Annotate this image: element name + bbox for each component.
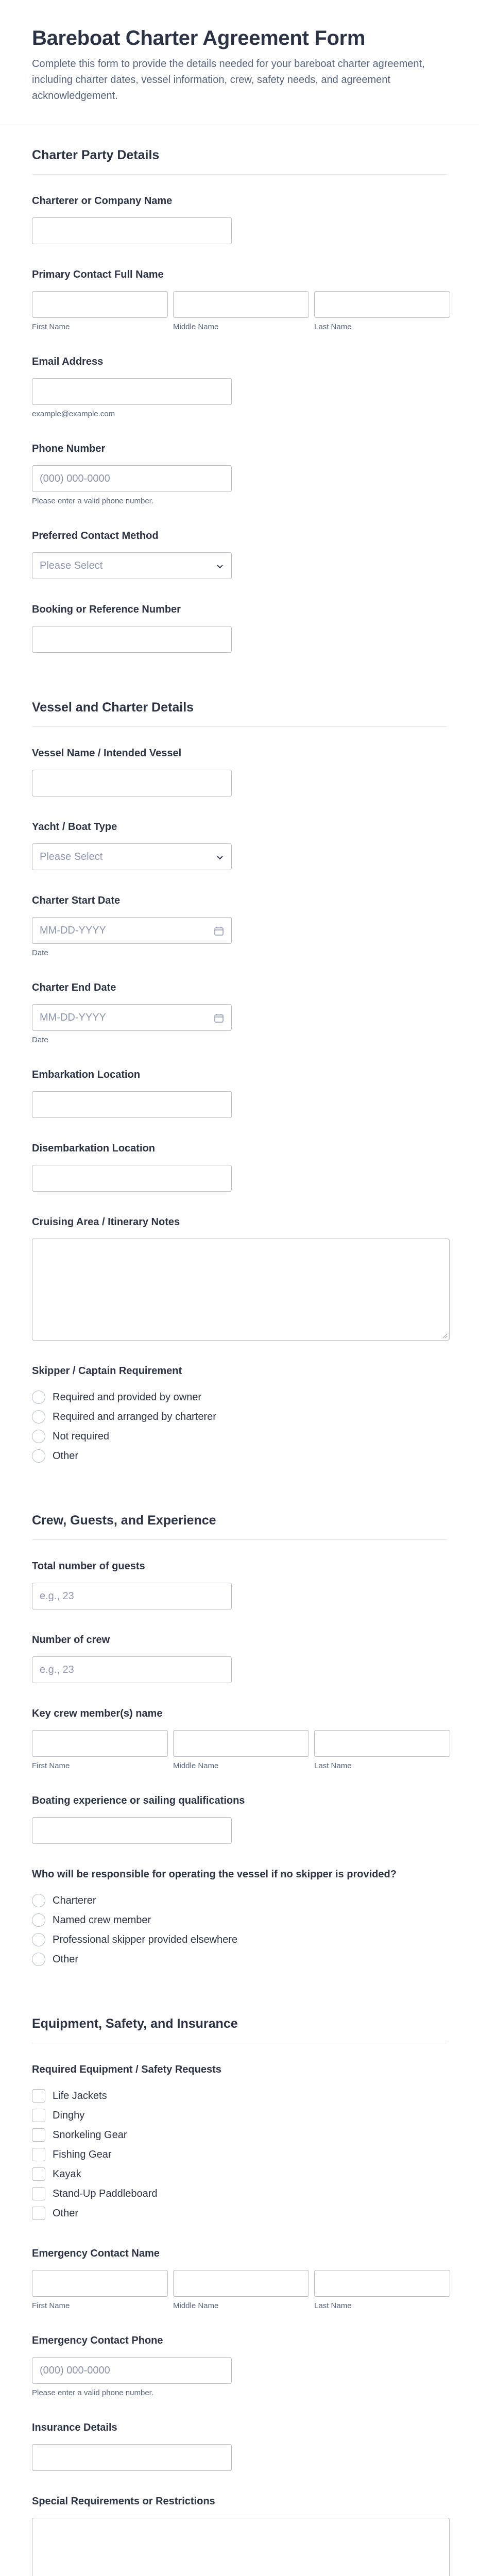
contact-name-label: Primary Contact Full Name: [32, 269, 164, 280]
embark-input[interactable]: [32, 1091, 232, 1118]
booking-input[interactable]: [32, 626, 232, 653]
crew-count-input[interactable]: [32, 1656, 232, 1683]
option-label: Not required: [53, 1430, 110, 1442]
emergency-phone-field: [32, 2335, 447, 2397]
checkbox[interactable]: [32, 2128, 45, 2142]
option-label: Other: [53, 2207, 79, 2219]
equipment-option[interactable]: [32, 2145, 447, 2164]
last-name-sublabel: Last Name: [314, 2301, 352, 2310]
crew-count-field: [32, 1634, 447, 1683]
phone-label: Phone Number: [32, 443, 106, 454]
option-label: Other: [53, 1450, 79, 1462]
operator-label: Who will be responsible for operating the vessel if no skipper is provided?: [32, 1869, 397, 1880]
boat-type-field: [32, 821, 447, 870]
phone-input[interactable]: [32, 465, 232, 492]
option-label: Kayak: [53, 2168, 81, 2180]
option-label: Charterer: [53, 1894, 96, 1906]
contact-name-field: [32, 269, 447, 331]
section-charter-party: [25, 125, 454, 653]
checkbox[interactable]: [32, 2089, 45, 2103]
chevron-down-icon: [216, 562, 224, 570]
vessel-name-label: Vessel Name / Intended Vessel: [32, 748, 182, 759]
email-sublabel: example@example.com: [32, 410, 115, 418]
start-date-field: [32, 895, 447, 957]
operator-option[interactable]: [32, 1910, 447, 1930]
skipper-label: Skipper / Captain Requirement: [32, 1365, 182, 1377]
emergency-phone-placeholder: (000) 000-0000: [40, 2364, 110, 2376]
vessel-name-input[interactable]: [32, 770, 232, 796]
checkbox[interactable]: [32, 2167, 45, 2181]
equipment-option[interactable]: [32, 2106, 447, 2125]
boat-type-select[interactable]: [32, 843, 232, 870]
skipper-option[interactable]: [32, 1387, 447, 1407]
section-title: Vessel and Charter Details: [32, 677, 447, 727]
booking-label: Booking or Reference Number: [32, 604, 181, 615]
section-title: Equipment, Safety, and Insurance: [32, 1994, 447, 2043]
calendar-icon[interactable]: [214, 926, 224, 936]
key-crew-label: Key crew member(s) name: [32, 1708, 163, 1719]
start-date-placeholder: MM-DD-YYYY: [40, 924, 106, 936]
section-equipment: [25, 1994, 454, 2576]
special-textarea[interactable]: [32, 2518, 450, 2576]
boat-type-label: Yacht / Boat Type: [32, 821, 117, 833]
end-date-label: Charter End Date: [32, 982, 116, 993]
email-input[interactable]: [32, 378, 232, 405]
option-label: Dinghy: [53, 2109, 85, 2121]
checkbox[interactable]: [32, 2187, 45, 2200]
emergency-first-name-input[interactable]: [32, 2270, 168, 2297]
disembark-field: [32, 1143, 447, 1192]
middle-name-sublabel: Middle Name: [173, 2301, 219, 2310]
skipper-option[interactable]: [32, 1427, 447, 1446]
contact-first-name-input[interactable]: [32, 291, 168, 318]
contact-last-name-input[interactable]: [314, 291, 450, 318]
contact-method-select[interactable]: [32, 552, 232, 579]
skipper-option[interactable]: [32, 1407, 447, 1427]
boat-type-value: Please Select: [40, 851, 103, 862]
guests-field: [32, 1561, 447, 1609]
vessel-name-field: [32, 748, 447, 796]
radio-button[interactable]: [32, 1933, 45, 1946]
embark-field: [32, 1069, 447, 1118]
calendar-icon[interactable]: [214, 1013, 224, 1023]
last-name-sublabel: Last Name: [314, 1761, 352, 1770]
option-label: Snorkeling Gear: [53, 2129, 127, 2141]
emergency-phone-sublabel: Please enter a valid phone number.: [32, 2388, 153, 2397]
charterer-label: Charterer or Company Name: [32, 195, 173, 207]
phone-placeholder: (000) 000-0000: [40, 472, 110, 484]
emergency-name-field: [32, 2248, 447, 2310]
disembark-input[interactable]: [32, 1165, 232, 1192]
embark-label: Embarkation Location: [32, 1069, 141, 1080]
itinerary-textarea[interactable]: [32, 1239, 450, 1341]
middle-name-sublabel: Middle Name: [173, 1761, 219, 1770]
itinerary-label: Cruising Area / Itinerary Notes: [32, 1216, 180, 1228]
equipment-option[interactable]: [32, 2125, 447, 2145]
contact-middle-name-input[interactable]: [173, 291, 309, 318]
form-header: [0, 0, 479, 125]
start-date-sublabel: Date: [32, 948, 48, 957]
middle-name-sublabel: Middle Name: [173, 323, 219, 331]
operator-option[interactable]: [32, 1891, 447, 1910]
key-crew-last-name-input[interactable]: [314, 1730, 450, 1757]
contact-method-value: Please Select: [40, 560, 103, 571]
option-label: Stand-Up Paddleboard: [53, 2188, 158, 2199]
first-name-sublabel: First Name: [32, 323, 70, 331]
first-name-sublabel: First Name: [32, 1761, 70, 1770]
option-label: Required and arranged by charterer: [53, 1411, 216, 1422]
checkbox[interactable]: [32, 2207, 45, 2220]
skipper-option[interactable]: [32, 1446, 447, 1466]
radio-button[interactable]: [32, 1391, 45, 1404]
contact-method-label: Preferred Contact Method: [32, 530, 159, 541]
email-label: Email Address: [32, 356, 104, 367]
start-date-label: Charter Start Date: [32, 895, 121, 906]
equipment-option[interactable]: [32, 2086, 447, 2106]
guests-input[interactable]: [32, 1583, 232, 1609]
option-label: Required and provided by owner: [53, 1391, 202, 1403]
end-date-placeholder: MM-DD-YYYY: [40, 1011, 106, 1023]
phone-field: [32, 443, 447, 505]
operator-option[interactable]: [32, 1950, 447, 1969]
equipment-option[interactable]: [32, 2184, 447, 2204]
first-name-sublabel: First Name: [32, 2301, 70, 2310]
form-title: Bareboat Charter Agreement Form: [32, 27, 366, 49]
experience-input[interactable]: [32, 1817, 232, 1844]
radio-button[interactable]: [32, 1953, 45, 1966]
key-crew-middle-name-input[interactable]: [173, 1730, 309, 1757]
end-date-field: [32, 982, 447, 1044]
guests-label: Total number of guests: [32, 1561, 145, 1572]
insurance-label: Insurance Details: [32, 2422, 117, 2433]
insurance-field: [32, 2422, 447, 2471]
option-label: Life Jackets: [53, 2090, 107, 2102]
booking-field: [32, 604, 447, 653]
equipment-label: Required Equipment / Safety Requests: [32, 2064, 221, 2075]
radio-button[interactable]: [32, 1894, 45, 1907]
chevron-down-icon: [216, 853, 224, 861]
section-vessel: [25, 677, 454, 1466]
radio-button[interactable]: [32, 1430, 45, 1443]
equipment-field: [32, 2064, 447, 2223]
equipment-option[interactable]: [32, 2204, 447, 2223]
itinerary-field: [32, 1216, 447, 1341]
operator-field: [32, 1869, 447, 1969]
last-name-sublabel: Last Name: [314, 323, 352, 331]
emergency-middle-name-input[interactable]: [173, 2270, 309, 2297]
experience-field: [32, 1795, 447, 1844]
crew-count-label: Number of crew: [32, 1634, 110, 1646]
end-date-input[interactable]: [32, 1004, 232, 1031]
email-field: [32, 356, 447, 418]
charterer-field: [32, 195, 447, 244]
resize-grip-icon[interactable]: [441, 1332, 448, 1338]
emergency-phone-input[interactable]: [32, 2357, 232, 2384]
guests-placeholder: e.g., 23: [40, 1590, 74, 1602]
section-title: Charter Party Details: [32, 125, 447, 175]
emergency-last-name-input[interactable]: [314, 2270, 450, 2297]
special-field: [32, 2496, 447, 2576]
radio-button[interactable]: [32, 1410, 45, 1423]
emergency-name-label: Emergency Contact Name: [32, 2248, 160, 2259]
disembark-label: Disembarkation Location: [32, 1143, 155, 1154]
operator-option[interactable]: [32, 1930, 447, 1950]
option-label: Other: [53, 1953, 79, 1965]
phone-sublabel: Please enter a valid phone number.: [32, 497, 153, 505]
contact-method-field: [32, 530, 447, 579]
special-label: Special Requirements or Restrictions: [32, 2496, 215, 2507]
section-title: Crew, Guests, and Experience: [32, 1490, 447, 1540]
checkbox[interactable]: [32, 2148, 45, 2161]
skipper-field: [32, 1365, 447, 1466]
charterer-input[interactable]: [32, 217, 232, 244]
key-crew-field: [32, 1708, 447, 1770]
start-date-input[interactable]: [32, 917, 232, 944]
insurance-input[interactable]: [32, 2444, 232, 2471]
radio-button[interactable]: [32, 1449, 45, 1463]
end-date-sublabel: Date: [32, 1036, 48, 1044]
option-label: Named crew member: [53, 1914, 151, 1926]
option-label: Professional skipper provided elsewhere: [53, 1934, 238, 1945]
radio-button[interactable]: [32, 1913, 45, 1927]
key-crew-first-name-input[interactable]: [32, 1730, 168, 1757]
option-label: Fishing Gear: [53, 2148, 112, 2160]
form-description: Complete this form to provide the details needed for your bareboat charter agreement, including charter dates, vessel information, crew, safety needs, and agreement acknowledgement.: [32, 58, 425, 101]
experience-label: Boating experience or sailing qualifications: [32, 1795, 245, 1806]
equipment-option[interactable]: [32, 2164, 447, 2184]
emergency-phone-label: Emergency Contact Phone: [32, 2335, 163, 2346]
crew-count-placeholder: e.g., 23: [40, 1664, 74, 1675]
checkbox[interactable]: [32, 2109, 45, 2122]
section-crew: [25, 1490, 454, 1969]
